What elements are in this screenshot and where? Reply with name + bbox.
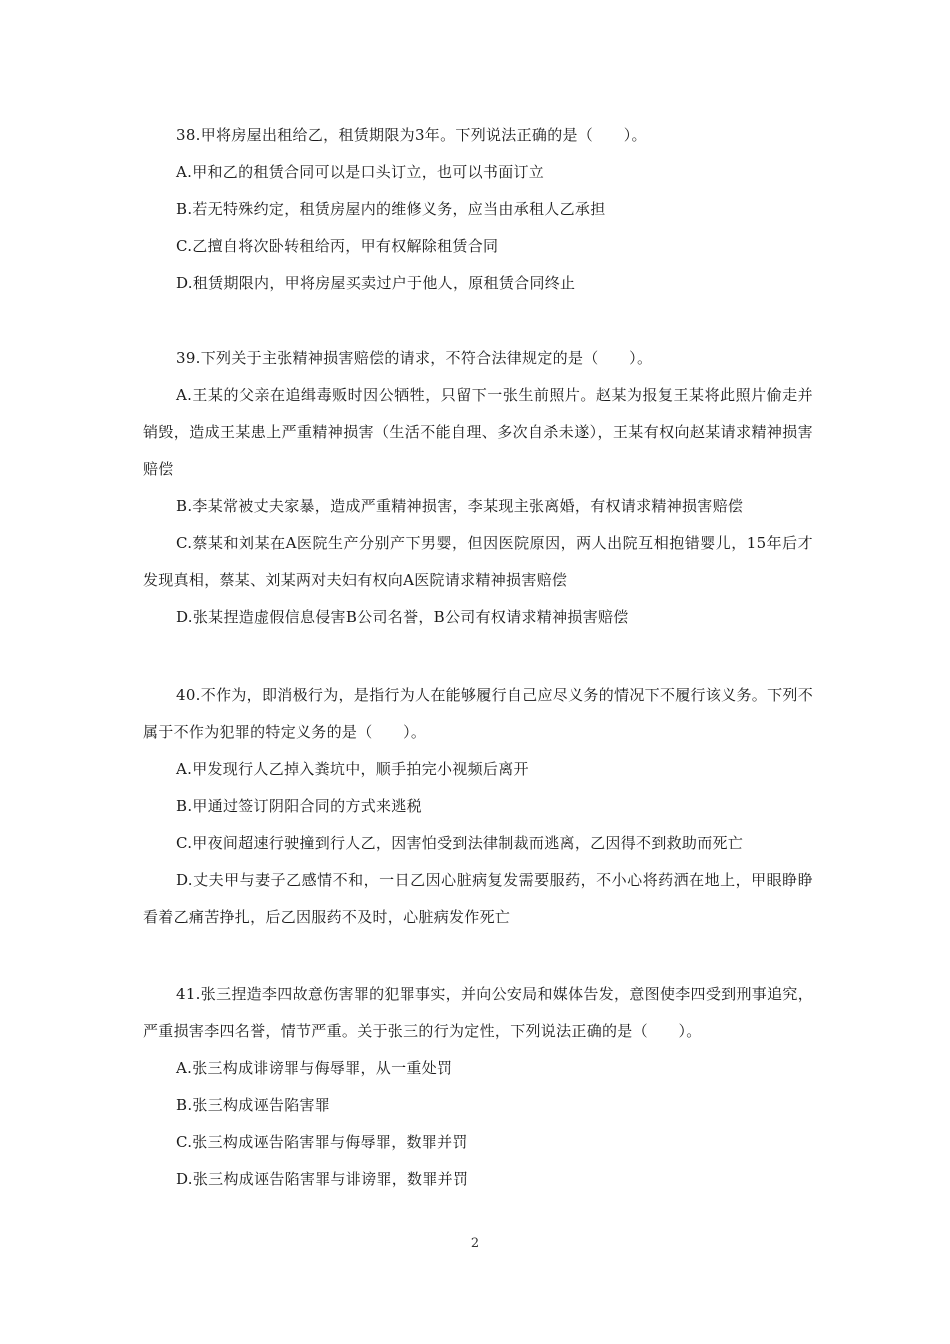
question-39 (143, 340, 813, 636)
question-41 (143, 976, 813, 1198)
option-b: B.甲通过签订阴阳合同的方式来逃税 (176, 797, 422, 815)
option-a: A.甲和乙的租赁合同可以是口头订立，也可以书面订立 (176, 163, 545, 181)
question-stem: 39.下列关于主张精神损害赔偿的请求，不符合法律规定的是（ ）。 (176, 349, 653, 367)
option-c: C.张三构成诬告陷害罪与侮辱罪，数罪并罚 (176, 1133, 468, 1151)
option-a: A.张三构成诽谤罪与侮辱罪，从一重处罚 (176, 1059, 453, 1077)
question-38 (143, 117, 813, 302)
option-c: C.甲夜间超速行驶撞到行人乙，因害怕受到法律制裁而逃离，乙因得不到救助而死亡 (176, 834, 744, 852)
option-d: D.张某捏造虚假信息侵害B公司名誉，B公司有权请求精神损害赔偿 (176, 608, 629, 626)
page-number: 2 (470, 1236, 480, 1251)
question-stem: 40.不作为，即消极行为，是指行为人在能够履行自己应尽义务的情况下不履行该义务。下列不属于不作为犯罪的特定义务的是（ ）。 (143, 686, 813, 741)
option-a: A.甲发现行人乙掉入粪坑中，顺手拍完小视频后离开 (176, 760, 529, 778)
option-b: B.张三构成诬告陷害罪 (176, 1096, 331, 1114)
question-stem: 38.甲将房屋出租给乙，租赁期限为3年。下列说法正确的是（ ）。 (176, 126, 647, 144)
option-d: D.租赁期限内，甲将房屋买卖过户于他人，原租赁合同终止 (176, 274, 576, 292)
option-b: B.李某常被丈夫家暴，造成严重精神损害，李某现主张离婚，有权请求精神损害赔偿 (176, 497, 744, 515)
question-stem: 41.张三捏造李四故意伤害罪的犯罪事实，并向公安局和媒体告发，意图使李四受到刑事追究，严重损害李四名誉，情节严重。关于张三的行为定性，下列说法正确的是（ ）。 (143, 985, 813, 1040)
option-d: D.丈夫甲与妻子乙感情不和，一日乙因心脏病复发需要服药，不小心将药洒在地上，甲眼睁睁看着乙痛苦挣扎，后乙因服药不及时，心脏病发作死亡 (143, 871, 813, 926)
question-40 (143, 677, 813, 936)
option-c: C.乙擅自将次卧转租给丙，甲有权解除租赁合同 (176, 237, 499, 255)
option-a: A.王某的父亲在追缉毒贩时因公牺牲，只留下一张生前照片。赵某为报复王某将此照片偷走并销毁，造成王某患上严重精神损害（生活不能自理、多次自杀未遂），王某有权向赵某请求精神损害赔偿 (143, 386, 813, 478)
option-b: B.若无特殊约定，租赁房屋内的维修义务，应当由承租人乙承担 (176, 200, 606, 218)
option-c: C.蔡某和刘某在A医院生产分别产下男婴，但因医院原因，两人出院互相抱错婴儿，15年后才发现真相，蔡某、刘某两对夫妇有权向A医院请求精神损害赔偿 (143, 534, 813, 589)
option-d: D.张三构成诬告陷害罪与诽谤罪，数罪并罚 (176, 1170, 469, 1188)
